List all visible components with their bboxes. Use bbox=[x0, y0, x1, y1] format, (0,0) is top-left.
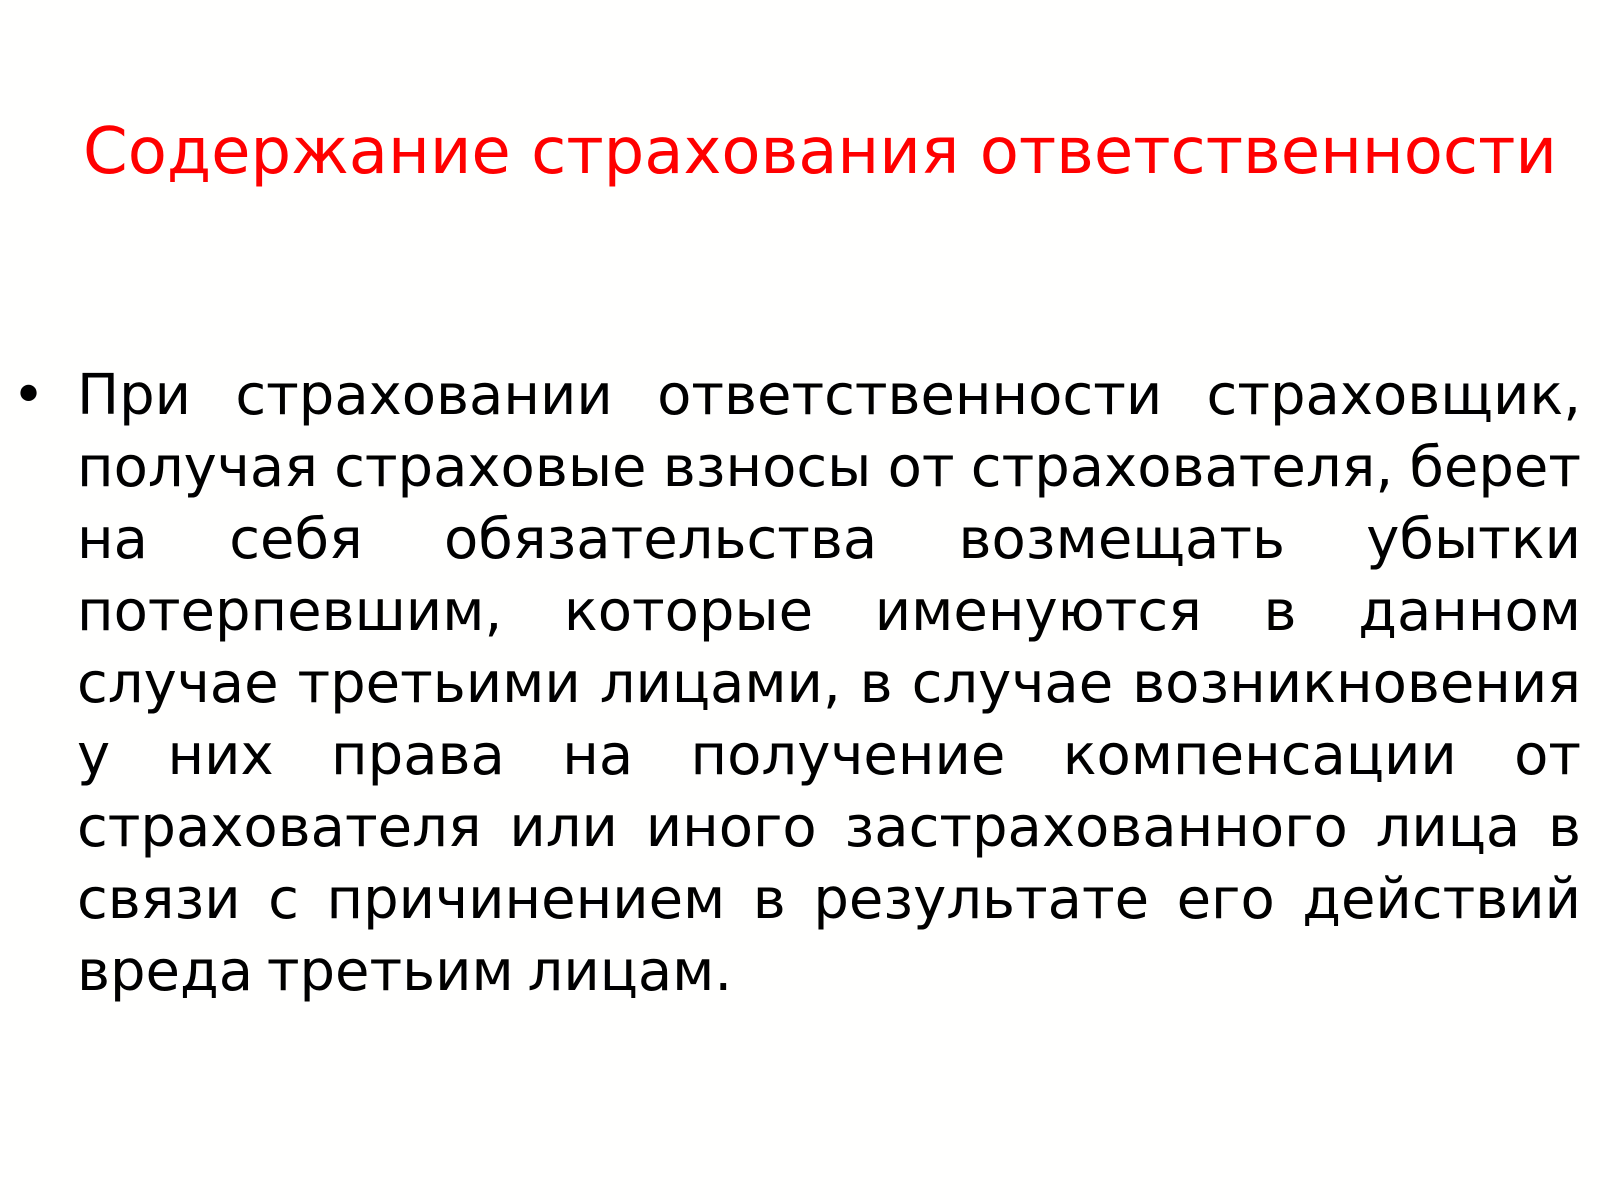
slide-content bbox=[0, 360, 1600, 1008]
bullet-text: При страховании ответственности страховщик, получая страховые взносы от страхователя, берет на себя обязательства возмещать убытки потерпевшим, которые именуются в данном случае третьими лицами, в случае возникновения у них права на получение компенсации от страхователя или иного застрахованного лица в связи с причинением в результате его действий вреда третьим лицам. bbox=[77, 363, 1581, 1004]
bullet-item bbox=[0, 360, 1600, 1008]
slide-title: Содержание страхования ответственности bbox=[83, 115, 1557, 189]
bullet-marker: • bbox=[12, 363, 46, 428]
